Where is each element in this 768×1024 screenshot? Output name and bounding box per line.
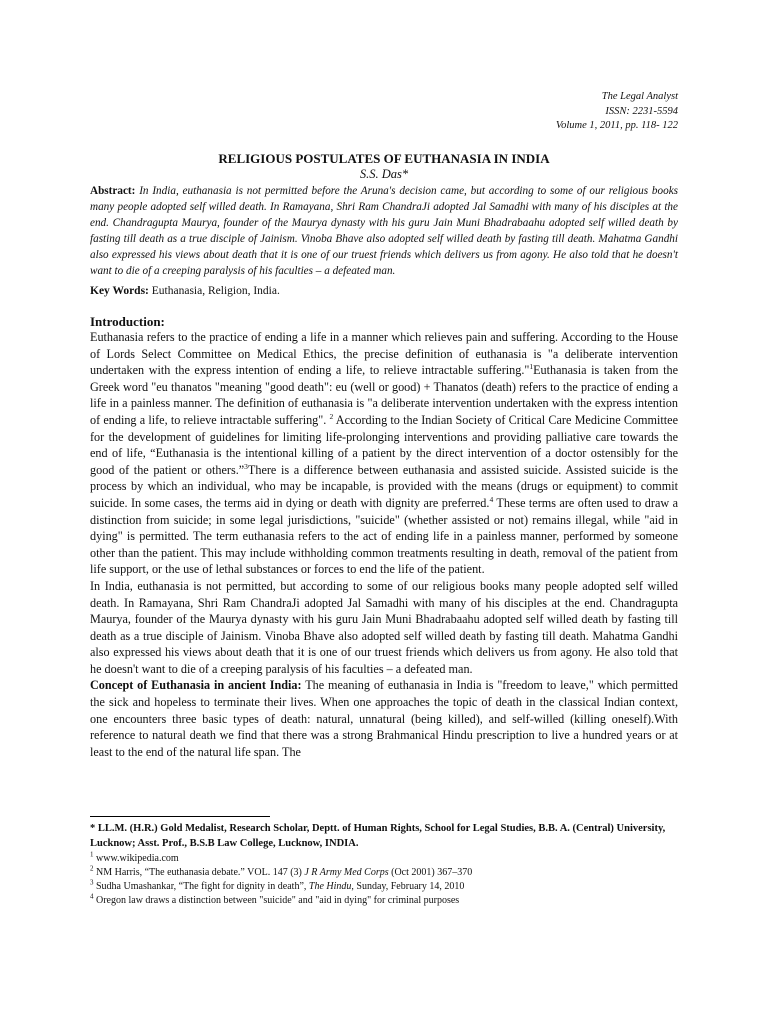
footnote-4 xyxy=(90,894,678,908)
footnote-3 xyxy=(90,880,678,894)
journal-issn: ISSN: 2231-5594 xyxy=(605,105,678,117)
keywords xyxy=(90,283,678,299)
abstract-text: In India, euthanasia is not permitted before the Aruna's decision came, but according to some of our religious books many people adopted self willed death. In Ramayana, Shri Ram ChandraJi adopted Jal Samadhi with many of his disciples at the end. Chandragupta Maurya, founder of the Maurya dynasty with his guru Jain Muni Bhadrabaahu adopted self willed death by fasting till death as a true disciple of Jainism. Vinoba Bhave also adopted self willed death by fasting till death. Mahatma Gandhi also expressed his views about death that it is one of our truest friends which delivers us from agony. He also told that he doesn't want to die of a creeping paralysis of his faculties – a defeated man. xyxy=(90,185,679,277)
footnote-ref-1: 1 xyxy=(529,362,534,372)
journal-volume: Volume 1, 2011, pp. 118- 122 xyxy=(555,120,678,131)
abstract xyxy=(90,183,678,279)
keywords-label: Key Words: xyxy=(90,285,149,297)
concept-heading: Concept of Euthanasia in ancient India: xyxy=(90,678,302,693)
footnote-ref-2: 2 xyxy=(329,411,334,421)
footnote-3-number: 3 xyxy=(90,878,94,887)
journal-name: The Legal Analyst xyxy=(601,91,678,102)
keywords-text: Euthanasia, Religion, India. xyxy=(148,285,280,297)
footnote-1 xyxy=(90,852,678,866)
p1-part5: These terms are often used to draw a distinction from suicide; in some legal jurisdictions, "suicide" (whether assisted or not) remains illegal, while "aid in dying" is permitted. The term euthanasia refers to the act of ending life in a painless manner, performed by someone other than the patient. This may include withholding common treatments resulting in death, removal of the patient from life support, or the use of lethal substances or forces to end the life of the patient. xyxy=(90,495,679,577)
body-text xyxy=(90,329,678,760)
footnote-2 xyxy=(90,866,678,880)
paragraph-3 xyxy=(90,677,678,760)
footnote-2-number: 2 xyxy=(90,864,94,873)
paragraph-2: In India, euthanasia is not permitted, but according to some of our religious books many people adopted self willed death. In Ramayana, Shri Ram ChandraJi adopted Jal Samadhi with many of his disciples at the end. Chandragupta Maurya, founder of the Maurya dynasty with his guru Jain Muni Bhadrabaahu adopted self willed death by fasting till death as a true disciple of Jainism. Vinoba Bhave also adopted self willed death by fasting till death. Mahatma Gandhi also expressed his views about death that it is one of our truest friends which delivers us from agony. He also told that he doesn't want to die of a creeping paralysis of his faculties – a defeated man. xyxy=(90,578,678,676)
footnote-1-text: www.wikipedia.com xyxy=(93,853,179,864)
footnote-ref-3: 3 xyxy=(244,461,248,471)
abstract-label: Abstract: xyxy=(90,185,136,197)
footnote-3-text: Sudha Umashankar, “The fight for dignity in death”, xyxy=(93,881,309,892)
p1-part1: Euthanasia refers to the practice of ending a life in a manner which relieves pain and suffering. According to the House of Lords Select Committee on Medical Ethics, the precise definition of euthanasia is "a deliberate intervention undertaken with the express intention of ending a life, to relieve intractable suffering." xyxy=(90,330,678,378)
p1-part4: There is a difference between euthanasia and assisted suicide. Assisted suicide is the process by which an individual, who may be incapable, is provided with the means (drugs or equipment) to commit suicide. In some cases, the terms aid in dying or death with dignity are preferred. xyxy=(90,462,678,510)
p3-text: The meaning of euthanasia in India is "freedom to leave," which permitted the sick and hopeless to terminate their lives. When one approaches the topic of death in the classical Indian context, one encounters three basic types of death: natural, unnatural (being killed), and self-willed (killing oneself).With reference to natural death we find that there was a strong Brahmanical Hindu prescription to live a hundred years or at least to the end of the natural life span. The xyxy=(90,678,679,759)
footnote-2-journal: J R Army Med Corps xyxy=(304,867,389,878)
footnote-4-number: 4 xyxy=(90,892,94,901)
footnote-divider xyxy=(90,816,270,817)
p1-part3: According to the Indian Society of Critical Care Medicine Committee for the development of guidelines for limiting life-prolonging interventions and providing palliative care towards the end of life, “Euthanasia is the intentional killing of a patient by the direct intervention of a doctor ostensibly for the good of the patient or others.” xyxy=(90,412,678,477)
footnotes xyxy=(90,822,678,908)
introduction-heading: Introduction: xyxy=(90,314,165,329)
footnote-2-text: NM Harris, “The euthanasia debate.” VOL. 147 (3) xyxy=(93,867,305,878)
p1-part2: Euthanasia is taken from the Greek word "eu thanatos "meaning "good death": eu (well or good) + Thanatos (death) refers to the practice of ending a life in a painless manner. The definition of euthanasia is "a deliberate intervention undertaken with the express intention of ending a life, to relieve intractable suffering". xyxy=(90,363,678,427)
journal-info xyxy=(556,90,678,134)
article-author: S.S. Das* xyxy=(359,167,409,181)
footnote-2-date: (Oct 2001) 367–370 xyxy=(388,867,473,878)
paragraph-1 xyxy=(90,329,678,578)
footnote-3-newspaper: The Hindu xyxy=(308,881,352,892)
footnote-4-text: Oregon law draws a distinction between "suicide" and "aid in dying" for criminal purposes xyxy=(93,895,460,906)
footnote-1-number: 1 xyxy=(90,850,94,859)
author-affiliation: * LL.M. (H.R.) Gold Medalist, Research Scholar, Deptt. of Human Rights, School for Legal Studies, B.B. A. (Central) University, Lucknow; Asst. Prof., B.S.B Law College, Lucknow, INDIA. xyxy=(90,823,666,849)
footnote-ref-4: 4 xyxy=(489,494,494,504)
footnote-3-date: , Sunday, February 14, 2010 xyxy=(351,881,465,892)
article-title: RELIGIOUS POSTULATES OF EUTHANASIA IN INDIA xyxy=(218,151,550,166)
